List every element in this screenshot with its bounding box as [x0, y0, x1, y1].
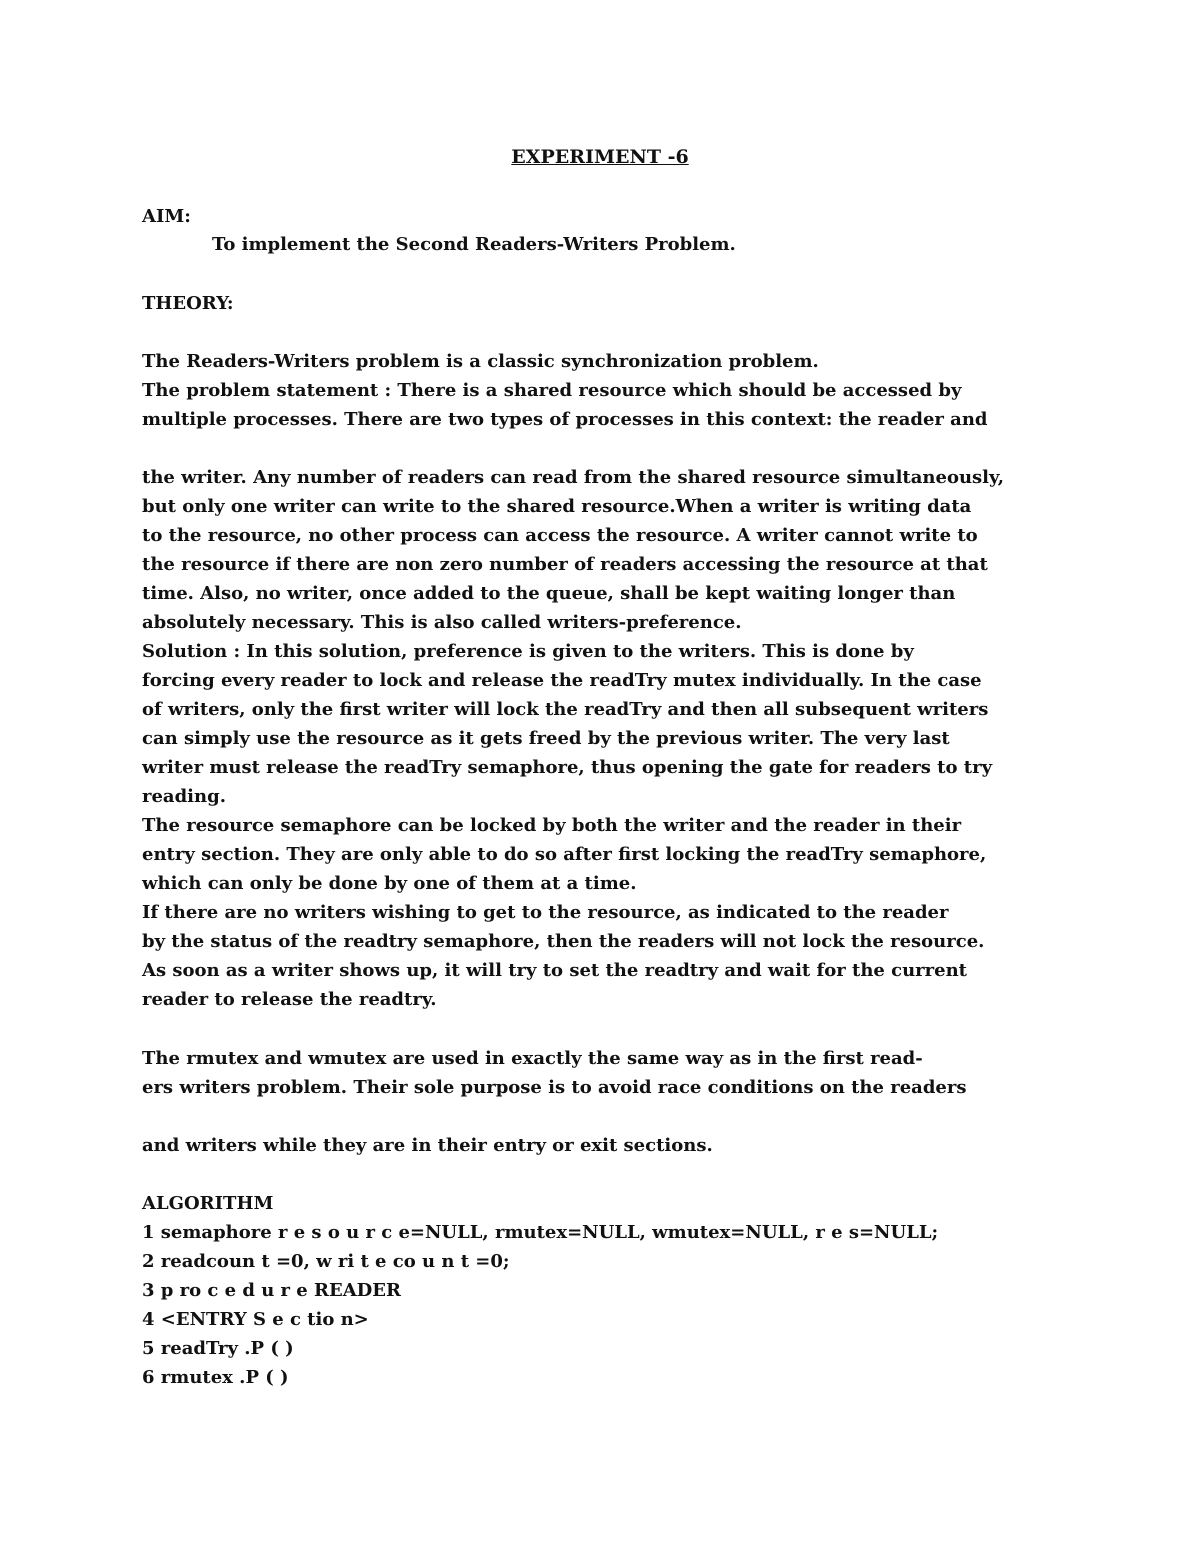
theory-line: The rmutex and wmutex are used in exactly the same way as in the first read-	[142, 1048, 923, 1069]
theory-line: The problem statement : There is a shared resource which should be accessed by	[142, 380, 962, 401]
theory-line: absolutely necessary. This is also called writers-preference.	[142, 612, 742, 633]
aim-text: To implement the Second Readers-Writers Problem.	[212, 234, 736, 255]
theory-line: which can only be done by one of them at a time.	[142, 873, 637, 894]
theory-line: Solution : In this solution, preference is given to the writers. This is done by	[142, 641, 914, 662]
theory-line: the writer. Any number of readers can read from the shared resource simultaneously,	[142, 467, 1005, 488]
theory-label: THEORY:	[142, 293, 234, 314]
theory-line: entry section. They are only able to do so after first locking the readTry semaphore,	[142, 844, 987, 865]
theory-line: and writers while they are in their entry or exit sections.	[142, 1135, 713, 1156]
theory-line: by the status of the readtry semaphore, then the readers will not lock the resource.	[142, 931, 985, 952]
algorithm-line: 3 p ro c e d u r e READER	[142, 1280, 401, 1301]
theory-line: multiple processes. There are two types of processes in this context: the reader and	[142, 409, 988, 430]
theory-line: forcing every reader to lock and release the readTry mutex individually. In the case	[142, 670, 982, 691]
theory-line: the resource if there are non zero number of readers accessing the resource at that	[142, 554, 988, 575]
theory-line: time. Also, no writer, once added to the queue, shall be kept waiting longer than	[142, 583, 956, 604]
algorithm-line: 5 readTry .P ( )	[142, 1338, 294, 1359]
theory-line: of writers, only the first writer will lock the readTry and then all subsequent writers	[142, 699, 989, 720]
theory-line: If there are no writers wishing to get to the resource, as indicated to the reader	[142, 902, 949, 923]
theory-line: but only one writer can write to the shared resource.When a writer is writing data	[142, 496, 972, 517]
theory-line: reader to release the readtry.	[142, 989, 437, 1010]
algorithm-line: 6 rmutex .P ( )	[142, 1367, 289, 1388]
theory-line: can simply use the resource as it gets freed by the previous writer. The very last	[142, 728, 950, 749]
page-title: EXPERIMENT -6	[511, 146, 689, 168]
theory-line: As soon as a writer shows up, it will try to set the readtry and wait for the current	[142, 960, 967, 981]
algorithm-line: 1 semaphore r e s o u r c e=NULL, rmutex=NULL, wmutex=NULL, r e s=NULL;	[142, 1222, 939, 1243]
algorithm-label: ALGORITHM	[142, 1193, 274, 1214]
algorithm-line: 4 <ENTRY S e c tio n>	[142, 1309, 369, 1330]
theory-line: The resource semaphore can be locked by both the writer and the reader in their	[142, 815, 962, 836]
aim-label: AIM:	[142, 206, 191, 227]
theory-line: to the resource, no other process can access the resource. A writer cannot write to	[142, 525, 978, 546]
theory-line: reading.	[142, 786, 226, 807]
theory-line: ers writers problem. Their sole purpose is to avoid race conditions on the readers	[142, 1077, 967, 1098]
theory-line: The Readers-Writers problem is a classic synchronization problem.	[142, 351, 819, 372]
algorithm-line: 2 readcoun t =0, w ri t e co u n t =0;	[142, 1251, 510, 1272]
theory-line: writer must release the readTry semaphore, thus opening the gate for readers to try	[142, 757, 993, 778]
